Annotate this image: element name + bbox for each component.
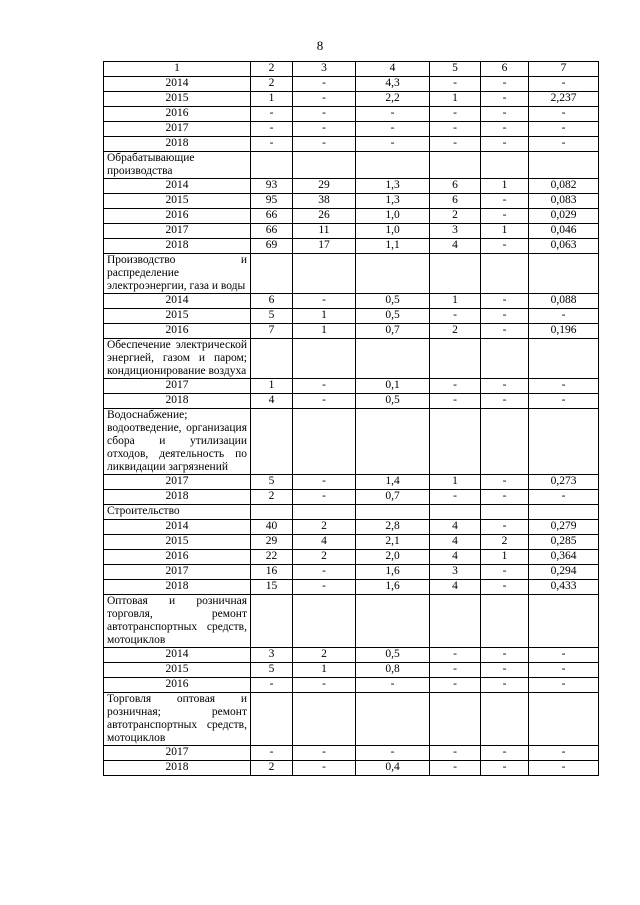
value-cell: - [481, 394, 529, 409]
value-cell: 0,5 [356, 294, 430, 309]
section-label: Обрабатывающие производства [104, 152, 251, 179]
value-cell: 3 [430, 565, 481, 580]
value-cell: - [430, 663, 481, 678]
value-cell: - [481, 239, 529, 254]
value-cell: 66 [251, 224, 293, 239]
value-cell: 4 [251, 394, 293, 409]
value-cell: - [529, 663, 599, 678]
year-cell: 2018 [104, 761, 251, 776]
value-cell: 38 [293, 194, 356, 209]
section-row [104, 152, 599, 179]
value-cell: - [293, 379, 356, 394]
empty-cell [356, 254, 430, 294]
section-label: Строительство [104, 505, 251, 520]
empty-cell [430, 693, 481, 746]
year-cell: 2015 [104, 309, 251, 324]
value-cell: - [529, 309, 599, 324]
value-cell: 5 [251, 309, 293, 324]
value-cell: 0,083 [529, 194, 599, 209]
empty-cell [356, 505, 430, 520]
value-cell: 0,5 [356, 309, 430, 324]
table-row [104, 224, 599, 239]
table-header-row [104, 62, 599, 77]
table-row [104, 648, 599, 663]
value-cell: - [481, 77, 529, 92]
value-cell: 16 [251, 565, 293, 580]
value-cell: 1,1 [356, 239, 430, 254]
value-cell: - [481, 761, 529, 776]
empty-cell [251, 595, 293, 648]
section-label: Оптовая и розничная торговля, ремонт автотранспортных средств, мотоциклов [104, 595, 251, 648]
table-row [104, 77, 599, 92]
year-cell: 2014 [104, 77, 251, 92]
value-cell: - [529, 394, 599, 409]
value-cell: - [481, 107, 529, 122]
value-cell: 2 [293, 648, 356, 663]
value-cell: - [481, 194, 529, 209]
empty-cell [356, 693, 430, 746]
table-row [104, 678, 599, 693]
value-cell: - [430, 490, 481, 505]
value-cell: 1 [251, 379, 293, 394]
value-cell: 2 [251, 77, 293, 92]
value-cell: - [481, 678, 529, 693]
empty-cell [251, 339, 293, 379]
empty-cell [251, 152, 293, 179]
value-cell: 3 [251, 648, 293, 663]
value-cell: - [356, 678, 430, 693]
table-row [104, 565, 599, 580]
value-cell: 1,4 [356, 475, 430, 490]
table-row [104, 107, 599, 122]
empty-cell [481, 254, 529, 294]
value-cell: 2 [251, 761, 293, 776]
year-cell: 2018 [104, 239, 251, 254]
column-number-header: 7 [529, 62, 599, 77]
empty-cell [251, 505, 293, 520]
year-cell: 2018 [104, 580, 251, 595]
empty-cell [430, 595, 481, 648]
value-cell: - [529, 490, 599, 505]
value-cell: - [356, 122, 430, 137]
value-cell: 6 [430, 194, 481, 209]
value-cell: - [430, 394, 481, 409]
empty-cell [481, 505, 529, 520]
value-cell: - [481, 490, 529, 505]
table-row [104, 137, 599, 152]
column-number-header: 1 [104, 62, 251, 77]
value-cell: 40 [251, 520, 293, 535]
value-cell: - [430, 379, 481, 394]
empty-cell [481, 152, 529, 179]
table-row [104, 394, 599, 409]
value-cell: 0,433 [529, 580, 599, 595]
year-cell: 2018 [104, 394, 251, 409]
value-cell: - [481, 122, 529, 137]
value-cell: 1,0 [356, 224, 430, 239]
table-row [104, 92, 599, 107]
year-cell: 2018 [104, 137, 251, 152]
year-cell: 2015 [104, 194, 251, 209]
value-cell: - [430, 107, 481, 122]
value-cell: - [430, 77, 481, 92]
table-row [104, 239, 599, 254]
year-cell: 2017 [104, 224, 251, 239]
statistics-table [103, 61, 599, 776]
table-row [104, 746, 599, 761]
section-label: Обеспечение электрической энергией, газом и паром; кондиционирование воздуха [104, 339, 251, 379]
table-row [104, 194, 599, 209]
section-label: Производство и распределение электроэнергии, газа и воды [104, 254, 251, 294]
value-cell: 0,279 [529, 520, 599, 535]
value-cell: 0,364 [529, 550, 599, 565]
empty-cell [481, 595, 529, 648]
year-cell: 2014 [104, 179, 251, 194]
value-cell: 0,4 [356, 761, 430, 776]
empty-cell [430, 409, 481, 475]
value-cell: 2,2 [356, 92, 430, 107]
value-cell: - [293, 490, 356, 505]
value-cell: 4 [430, 520, 481, 535]
empty-cell [430, 339, 481, 379]
value-cell: - [293, 294, 356, 309]
value-cell: - [293, 107, 356, 122]
empty-cell [430, 505, 481, 520]
value-cell: 69 [251, 239, 293, 254]
value-cell: 1 [430, 475, 481, 490]
value-cell: 22 [251, 550, 293, 565]
value-cell: 4 [293, 535, 356, 550]
value-cell: 0,5 [356, 394, 430, 409]
section-row [104, 693, 599, 746]
value-cell: - [481, 309, 529, 324]
value-cell: 1,3 [356, 194, 430, 209]
value-cell: 1 [430, 92, 481, 107]
value-cell: - [481, 324, 529, 339]
value-cell: - [293, 137, 356, 152]
value-cell: - [529, 122, 599, 137]
value-cell: 17 [293, 239, 356, 254]
table-row [104, 179, 599, 194]
column-number-header: 2 [251, 62, 293, 77]
column-number-header: 6 [481, 62, 529, 77]
value-cell: 1 [481, 550, 529, 565]
value-cell: 0,046 [529, 224, 599, 239]
value-cell: 1,6 [356, 565, 430, 580]
empty-cell [251, 254, 293, 294]
value-cell: 3 [430, 224, 481, 239]
empty-cell [293, 152, 356, 179]
empty-cell [293, 595, 356, 648]
value-cell: - [293, 122, 356, 137]
value-cell: 6 [430, 179, 481, 194]
value-cell: - [293, 565, 356, 580]
table-row [104, 309, 599, 324]
empty-cell [356, 152, 430, 179]
value-cell: - [529, 379, 599, 394]
table-row [104, 535, 599, 550]
value-cell: 0,7 [356, 324, 430, 339]
empty-cell [529, 505, 599, 520]
year-cell: 2016 [104, 324, 251, 339]
year-cell: 2015 [104, 535, 251, 550]
year-cell: 2014 [104, 520, 251, 535]
value-cell: - [251, 107, 293, 122]
value-cell: 1,3 [356, 179, 430, 194]
value-cell: - [293, 580, 356, 595]
section-label: Водоснабжение; водоотведение, организация сбора и утилизации отходов, деятельность по ликвидации загрязнений [104, 409, 251, 475]
table-row [104, 324, 599, 339]
value-cell: - [529, 107, 599, 122]
table-row [104, 294, 599, 309]
section-row [104, 409, 599, 475]
year-cell: 2015 [104, 663, 251, 678]
value-cell: - [293, 746, 356, 761]
value-cell: 15 [251, 580, 293, 595]
value-cell: 0,285 [529, 535, 599, 550]
value-cell: - [430, 122, 481, 137]
value-cell: - [430, 678, 481, 693]
year-cell: 2017 [104, 379, 251, 394]
value-cell: - [251, 746, 293, 761]
table-row [104, 550, 599, 565]
value-cell: 29 [293, 179, 356, 194]
value-cell: 4,3 [356, 77, 430, 92]
value-cell: 26 [293, 209, 356, 224]
value-cell: 2 [430, 209, 481, 224]
value-cell: 4 [430, 239, 481, 254]
value-cell: - [529, 77, 599, 92]
value-cell: 95 [251, 194, 293, 209]
value-cell: - [251, 122, 293, 137]
value-cell: - [481, 520, 529, 535]
value-cell: - [481, 663, 529, 678]
value-cell: 2,237 [529, 92, 599, 107]
year-cell: 2015 [104, 92, 251, 107]
empty-cell [529, 254, 599, 294]
value-cell: - [481, 294, 529, 309]
value-cell: - [293, 92, 356, 107]
year-cell: 2014 [104, 648, 251, 663]
table-row [104, 379, 599, 394]
empty-cell [356, 409, 430, 475]
value-cell: 1,6 [356, 580, 430, 595]
value-cell: 4 [430, 580, 481, 595]
value-cell: - [481, 648, 529, 663]
value-cell: - [529, 678, 599, 693]
value-cell: 5 [251, 663, 293, 678]
value-cell: 2,1 [356, 535, 430, 550]
empty-cell [481, 693, 529, 746]
value-cell: 1 [481, 179, 529, 194]
value-cell: - [293, 475, 356, 490]
value-cell: - [481, 746, 529, 761]
value-cell: - [481, 475, 529, 490]
value-cell: - [251, 137, 293, 152]
table-row [104, 209, 599, 224]
value-cell: - [430, 137, 481, 152]
value-cell: 2 [293, 550, 356, 565]
column-number-header: 4 [356, 62, 430, 77]
table-row [104, 663, 599, 678]
value-cell: - [293, 678, 356, 693]
value-cell: 2,0 [356, 550, 430, 565]
empty-cell [293, 254, 356, 294]
empty-cell [481, 339, 529, 379]
section-row [104, 595, 599, 648]
empty-cell [481, 409, 529, 475]
empty-cell [251, 693, 293, 746]
value-cell: 4 [430, 550, 481, 565]
value-cell: 0,082 [529, 179, 599, 194]
value-cell: - [356, 107, 430, 122]
value-cell: 0,1 [356, 379, 430, 394]
value-cell: 93 [251, 179, 293, 194]
empty-cell [293, 693, 356, 746]
value-cell: 2,8 [356, 520, 430, 535]
value-cell: - [430, 648, 481, 663]
page-number: 8 [316, 38, 324, 53]
value-cell: - [481, 565, 529, 580]
empty-cell [430, 254, 481, 294]
value-cell: 1 [251, 92, 293, 107]
value-cell: - [293, 77, 356, 92]
value-cell: 7 [251, 324, 293, 339]
empty-cell [529, 409, 599, 475]
value-cell: 1 [293, 663, 356, 678]
empty-cell [529, 595, 599, 648]
value-cell: 11 [293, 224, 356, 239]
year-cell: 2014 [104, 294, 251, 309]
value-cell: - [481, 580, 529, 595]
empty-cell [529, 693, 599, 746]
value-cell: 1 [430, 294, 481, 309]
value-cell: 5 [251, 475, 293, 490]
value-cell: - [430, 761, 481, 776]
table-row [104, 520, 599, 535]
column-number-header: 3 [293, 62, 356, 77]
value-cell: 0,088 [529, 294, 599, 309]
value-cell: 66 [251, 209, 293, 224]
value-cell: 0,196 [529, 324, 599, 339]
empty-cell [430, 152, 481, 179]
empty-cell [356, 595, 430, 648]
empty-cell [293, 409, 356, 475]
empty-cell [293, 505, 356, 520]
year-cell: 2016 [104, 209, 251, 224]
value-cell: 4 [430, 535, 481, 550]
value-cell: - [529, 648, 599, 663]
empty-cell [529, 152, 599, 179]
value-cell: 0,273 [529, 475, 599, 490]
value-cell: 1,0 [356, 209, 430, 224]
year-cell: 2017 [104, 122, 251, 137]
section-row [104, 505, 599, 520]
value-cell: - [481, 137, 529, 152]
value-cell: 1 [293, 309, 356, 324]
value-cell: - [293, 394, 356, 409]
table-row [104, 475, 599, 490]
value-cell: - [430, 309, 481, 324]
value-cell: 0,294 [529, 565, 599, 580]
value-cell: - [529, 137, 599, 152]
table-row [104, 580, 599, 595]
section-label: Торговля оптовая и розничная; ремонт автотранспортных средств, мотоциклов [104, 693, 251, 746]
year-cell: 2016 [104, 550, 251, 565]
value-cell: 1 [481, 224, 529, 239]
value-cell: - [481, 209, 529, 224]
value-cell: 2 [481, 535, 529, 550]
value-cell: - [356, 137, 430, 152]
value-cell: - [356, 746, 430, 761]
value-cell: 0,063 [529, 239, 599, 254]
empty-cell [293, 339, 356, 379]
value-cell: - [251, 678, 293, 693]
year-cell: 2016 [104, 107, 251, 122]
value-cell: 0,5 [356, 648, 430, 663]
value-cell: 1 [293, 324, 356, 339]
year-cell: 2018 [104, 490, 251, 505]
empty-cell [529, 339, 599, 379]
value-cell: 0,7 [356, 490, 430, 505]
value-cell: 6 [251, 294, 293, 309]
value-cell: - [481, 92, 529, 107]
year-cell: 2017 [104, 565, 251, 580]
column-number-header: 5 [430, 62, 481, 77]
value-cell: - [293, 761, 356, 776]
year-cell: 2016 [104, 678, 251, 693]
table-row [104, 761, 599, 776]
year-cell: 2017 [104, 475, 251, 490]
table-row [104, 490, 599, 505]
value-cell: 2 [293, 520, 356, 535]
value-cell: - [430, 746, 481, 761]
value-cell: 0,8 [356, 663, 430, 678]
section-row [104, 339, 599, 379]
section-row [104, 254, 599, 294]
value-cell: - [529, 746, 599, 761]
value-cell: 2 [251, 490, 293, 505]
empty-cell [251, 409, 293, 475]
table-body [104, 62, 599, 776]
value-cell: 2 [430, 324, 481, 339]
value-cell: 0,029 [529, 209, 599, 224]
value-cell: - [481, 379, 529, 394]
value-cell: 29 [251, 535, 293, 550]
year-cell: 2017 [104, 746, 251, 761]
empty-cell [356, 339, 430, 379]
value-cell: - [529, 761, 599, 776]
table-row [104, 122, 599, 137]
